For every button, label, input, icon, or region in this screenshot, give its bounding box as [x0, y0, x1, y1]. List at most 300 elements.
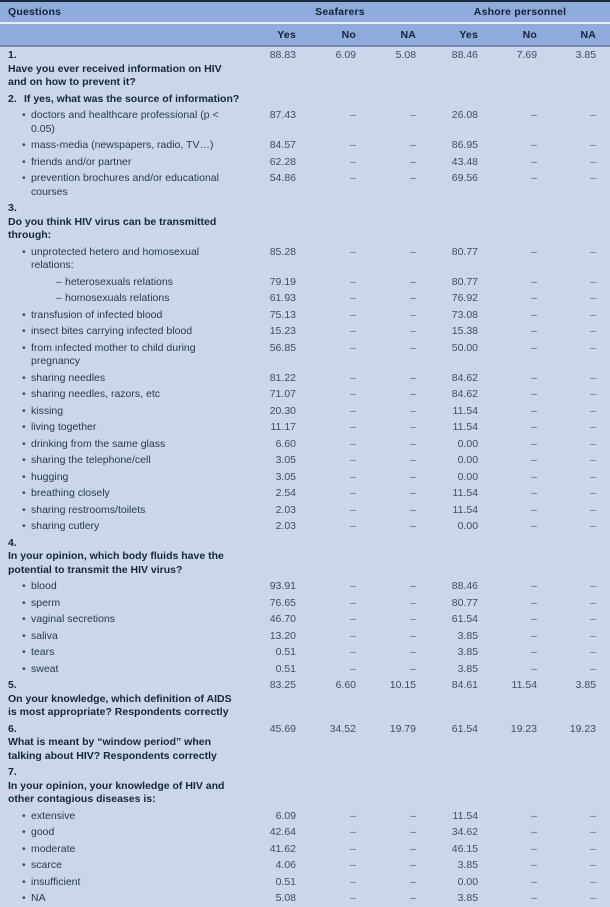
- sub-item-cell: [0, 274, 250, 291]
- value-seafarers-no: –: [310, 419, 370, 436]
- table-row: [0, 824, 610, 841]
- header-ashore-no: No: [492, 23, 551, 46]
- value-ashore-na: –: [551, 307, 610, 324]
- bullet-item-cell: [0, 857, 250, 874]
- value-seafarers-na: –: [370, 244, 430, 274]
- table-body: [0, 46, 610, 907]
- bullet-dot-icon: •: [22, 875, 26, 888]
- value-ashore-no: –: [492, 841, 551, 858]
- bullet-item-cell: [0, 469, 250, 486]
- bullet-item-label: living together: [31, 421, 97, 433]
- question-cell: [0, 200, 250, 244]
- bullet-item-label: insufficient: [31, 875, 81, 888]
- value-ashore-no: 7.69: [492, 46, 551, 91]
- value-ashore-yes: 76.92: [430, 290, 492, 307]
- value-seafarers-yes: 62.28: [250, 154, 310, 171]
- value-ashore-no: –: [492, 290, 551, 307]
- bullet-dot-icon: •: [22, 503, 26, 516]
- value-seafarers-yes: 41.62: [250, 841, 310, 858]
- value-seafarers-yes: 54.86: [250, 170, 310, 200]
- value-seafarers-na: –: [370, 386, 430, 403]
- bullet-item-label: sharing cutlery: [31, 520, 100, 532]
- value-seafarers-na: –: [370, 452, 430, 469]
- value-seafarers-na: –: [370, 370, 430, 387]
- table-row: [0, 841, 610, 858]
- value-ashore-no: –: [492, 595, 551, 612]
- bullet-item-label: mass-media (newspapers, radio, TV…): [31, 139, 214, 151]
- value-seafarers-no: –: [310, 107, 370, 137]
- value-ashore-no: –: [492, 518, 551, 535]
- table-row: [0, 857, 610, 874]
- value-seafarers-na: [370, 764, 430, 808]
- bullet-item-label: breathing closely: [31, 487, 110, 499]
- table-row: [0, 721, 610, 765]
- table-row: [0, 307, 610, 324]
- value-seafarers-no: –: [310, 469, 370, 486]
- value-seafarers-yes: 3.05: [250, 469, 310, 486]
- value-seafarers-yes: 13.20: [250, 628, 310, 645]
- question-text: In your opinion, which body fluids have the potential to transmit the HIV virus?: [8, 550, 224, 576]
- header-ashore-yes: Yes: [430, 23, 492, 46]
- value-seafarers-no: 6.60: [310, 677, 370, 721]
- table-row: [0, 677, 610, 721]
- bullet-dot-icon: •: [22, 308, 26, 321]
- value-ashore-no: –: [492, 137, 551, 154]
- value-ashore-na: –: [551, 107, 610, 137]
- question-number: 7.: [8, 766, 17, 778]
- bullet-item-label: extensive: [31, 809, 76, 822]
- value-seafarers-no: –: [310, 841, 370, 858]
- table-row: [0, 611, 610, 628]
- bullet-item-label: from infected mother to child during pregnancy: [31, 341, 196, 367]
- value-seafarers-na: –: [370, 307, 430, 324]
- value-seafarers-no: –: [310, 307, 370, 324]
- value-seafarers-na: –: [370, 403, 430, 420]
- bullet-item-cell: [0, 403, 250, 420]
- bullet-dot-icon: •: [22, 325, 26, 337]
- value-ashore-na: –: [551, 452, 610, 469]
- value-ashore-no: –: [492, 857, 551, 874]
- value-seafarers-yes: 85.28: [250, 244, 310, 274]
- value-ashore-no: [492, 535, 551, 579]
- value-ashore-no: –: [492, 578, 551, 595]
- value-seafarers-no: –: [310, 370, 370, 387]
- bullet-item-cell: [0, 611, 250, 628]
- question-cell: [0, 677, 250, 721]
- bullet-dot-icon: •: [22, 580, 26, 592]
- header-subcolumn-blank: [0, 23, 250, 46]
- value-seafarers-no: –: [310, 323, 370, 340]
- table-row: [0, 764, 610, 808]
- value-seafarers-yes: 83.25: [250, 677, 310, 721]
- value-seafarers-no: –: [310, 386, 370, 403]
- bullet-item-cell: [0, 452, 250, 469]
- value-seafarers-yes: 3.05: [250, 452, 310, 469]
- bullet-item-label: tears: [31, 646, 55, 658]
- value-ashore-yes: [430, 764, 492, 808]
- bullet-dot-icon: •: [22, 646, 26, 658]
- value-ashore-no: –: [492, 323, 551, 340]
- value-seafarers-yes: 56.85: [250, 340, 310, 370]
- table-row: [0, 502, 610, 519]
- bullet-dot-icon: •: [22, 487, 26, 499]
- value-seafarers-no: [310, 535, 370, 579]
- bullet-item-label: saliva: [31, 629, 58, 642]
- bullet-item-label: transfusion of infected blood: [31, 308, 163, 321]
- bullet-item-cell: [0, 485, 250, 502]
- table-row: [0, 154, 610, 171]
- sub-item-cell: [0, 290, 250, 307]
- bullet-item-label: sharing needles, razors, etc: [31, 388, 160, 400]
- value-seafarers-na: –: [370, 808, 430, 825]
- value-ashore-na: –: [551, 578, 610, 595]
- value-seafarers-na: –: [370, 857, 430, 874]
- value-ashore-yes: 84.61: [430, 677, 492, 721]
- value-ashore-yes: 86.95: [430, 137, 492, 154]
- value-seafarers-yes: 11.17: [250, 419, 310, 436]
- value-seafarers-yes: [250, 535, 310, 579]
- bullet-item-cell: [0, 244, 250, 274]
- value-ashore-na: –: [551, 502, 610, 519]
- bullet-dot-icon: •: [22, 520, 26, 532]
- question-cell: [0, 91, 250, 108]
- value-ashore-yes: 11.54: [430, 808, 492, 825]
- value-ashore-na: –: [551, 154, 610, 171]
- value-seafarers-no: –: [310, 137, 370, 154]
- value-ashore-yes: 46.15: [430, 841, 492, 858]
- value-seafarers-yes: 15.23: [250, 323, 310, 340]
- table-row: [0, 535, 610, 579]
- value-seafarers-no: –: [310, 244, 370, 274]
- value-ashore-na: –: [551, 628, 610, 645]
- bullet-item-cell: [0, 370, 250, 387]
- question-cell: [0, 764, 250, 808]
- value-seafarers-na: –: [370, 661, 430, 678]
- value-seafarers-yes: 0.51: [250, 661, 310, 678]
- bullet-item-cell: [0, 170, 250, 200]
- bullet-dot-icon: •: [22, 842, 26, 855]
- bullet-item-label: blood: [31, 580, 57, 592]
- value-seafarers-yes: [250, 91, 310, 108]
- value-ashore-no: –: [492, 661, 551, 678]
- bullet-dot-icon: •: [22, 388, 26, 400]
- value-seafarers-na: –: [370, 137, 430, 154]
- value-seafarers-no: –: [310, 340, 370, 370]
- value-seafarers-no: –: [310, 857, 370, 874]
- value-ashore-yes: [430, 200, 492, 244]
- value-seafarers-yes: 2.03: [250, 518, 310, 535]
- value-seafarers-na: –: [370, 274, 430, 291]
- value-ashore-na: –: [551, 274, 610, 291]
- value-seafarers-yes: 6.60: [250, 436, 310, 453]
- header-seafarers-no: No: [310, 23, 370, 46]
- value-seafarers-na: –: [370, 290, 430, 307]
- value-seafarers-na: –: [370, 419, 430, 436]
- bullet-item-cell: [0, 154, 250, 171]
- bullet-dot-icon: •: [22, 245, 26, 258]
- header-seafarers-yes: Yes: [250, 23, 310, 46]
- bullet-item-cell: [0, 502, 250, 519]
- question-text: On your knowledge, which definition of AIDS is most appropriate? Respondents correctly: [8, 692, 232, 718]
- bullet-item-label: NA: [31, 892, 46, 904]
- value-ashore-na: –: [551, 611, 610, 628]
- value-seafarers-no: –: [310, 436, 370, 453]
- value-seafarers-na: 5.08: [370, 46, 430, 91]
- bullet-item-cell: [0, 386, 250, 403]
- bullet-item-label: vaginal secretions: [31, 613, 116, 625]
- value-seafarers-na: –: [370, 469, 430, 486]
- value-ashore-no: 11.54: [492, 677, 551, 721]
- value-seafarers-yes: 4.06: [250, 857, 310, 874]
- bullet-item-cell: [0, 419, 250, 436]
- value-ashore-yes: 84.62: [430, 386, 492, 403]
- value-ashore-yes: 61.54: [430, 721, 492, 765]
- bullet-dot-icon: •: [22, 109, 26, 121]
- value-seafarers-no: –: [310, 644, 370, 661]
- value-seafarers-no: –: [310, 611, 370, 628]
- value-ashore-na: –: [551, 436, 610, 453]
- sub-item-label: heterosexuals relations: [65, 275, 173, 288]
- bullet-item-label: sperm: [31, 596, 61, 609]
- value-seafarers-yes: 6.09: [250, 808, 310, 825]
- bullet-item-label: good: [31, 826, 55, 838]
- value-ashore-no: –: [492, 502, 551, 519]
- value-ashore-yes: 11.54: [430, 403, 492, 420]
- value-ashore-na: [551, 200, 610, 244]
- value-seafarers-yes: 45.69: [250, 721, 310, 765]
- bullet-item-label: prevention brochures and/or educational courses: [31, 172, 219, 198]
- value-ashore-na: –: [551, 661, 610, 678]
- value-seafarers-yes: 0.51: [250, 644, 310, 661]
- bullet-dot-icon: •: [22, 629, 26, 642]
- value-seafarers-na: –: [370, 890, 430, 907]
- table-row: [0, 518, 610, 535]
- value-ashore-yes: 80.77: [430, 595, 492, 612]
- value-ashore-no: –: [492, 244, 551, 274]
- bullet-item-cell: [0, 595, 250, 612]
- value-seafarers-na: –: [370, 502, 430, 519]
- bullet-dot-icon: •: [22, 662, 26, 675]
- value-seafarers-no: –: [310, 890, 370, 907]
- table-row: [0, 370, 610, 387]
- table-row: [0, 452, 610, 469]
- bullet-item-label: drinking from the same glass: [31, 437, 166, 450]
- value-seafarers-na: –: [370, 841, 430, 858]
- question-number: 1.: [8, 49, 17, 61]
- bullet-item-label: kissing: [31, 404, 64, 417]
- header-group-ashore-personnel: Ashore personnel: [430, 2, 610, 23]
- value-seafarers-yes: 93.91: [250, 578, 310, 595]
- bullet-item-cell: [0, 824, 250, 841]
- value-ashore-no: –: [492, 154, 551, 171]
- value-ashore-na: –: [551, 644, 610, 661]
- header-questions: Questions: [0, 2, 250, 23]
- value-ashore-na: –: [551, 841, 610, 858]
- table-row: [0, 578, 610, 595]
- value-ashore-yes: 3.85: [430, 628, 492, 645]
- value-seafarers-no: –: [310, 824, 370, 841]
- question-number: 6.: [8, 722, 17, 735]
- bullet-item-cell: [0, 808, 250, 825]
- table-header: [0, 2, 610, 46]
- value-ashore-yes: 3.85: [430, 857, 492, 874]
- value-seafarers-no: –: [310, 485, 370, 502]
- value-seafarers-na: –: [370, 874, 430, 891]
- bullet-item-label: friends and/or partner: [31, 155, 132, 168]
- value-ashore-no: –: [492, 485, 551, 502]
- bullet-item-cell: [0, 436, 250, 453]
- value-ashore-yes: 26.08: [430, 107, 492, 137]
- sub-item-label: homosexuals relations: [65, 292, 170, 304]
- value-seafarers-yes: 88.83: [250, 46, 310, 91]
- value-ashore-na: –: [551, 290, 610, 307]
- table-row: [0, 244, 610, 274]
- bullet-item-cell: [0, 323, 250, 340]
- value-seafarers-na: –: [370, 107, 430, 137]
- table-row: [0, 200, 610, 244]
- bullet-dot-icon: •: [22, 613, 26, 625]
- value-seafarers-yes: 81.22: [250, 370, 310, 387]
- table-row: [0, 170, 610, 200]
- value-ashore-no: –: [492, 107, 551, 137]
- value-ashore-yes: 0.00: [430, 436, 492, 453]
- value-ashore-no: –: [492, 386, 551, 403]
- bullet-item-cell: [0, 578, 250, 595]
- bullet-item-label: sharing the telephone/cell: [31, 454, 151, 466]
- bullet-dot-icon: •: [22, 809, 26, 822]
- bullet-item-cell: [0, 107, 250, 137]
- value-ashore-yes: 11.54: [430, 419, 492, 436]
- value-ashore-na: –: [551, 518, 610, 535]
- value-seafarers-yes: 87.43: [250, 107, 310, 137]
- value-ashore-yes: 88.46: [430, 46, 492, 91]
- value-seafarers-no: –: [310, 661, 370, 678]
- value-seafarers-no: –: [310, 290, 370, 307]
- sub-dash-icon: –: [56, 275, 62, 288]
- value-ashore-na: –: [551, 170, 610, 200]
- table-row: [0, 403, 610, 420]
- value-ashore-yes: 3.85: [430, 890, 492, 907]
- value-ashore-yes: 3.85: [430, 661, 492, 678]
- table-row: [0, 595, 610, 612]
- value-ashore-yes: 34.62: [430, 824, 492, 841]
- value-seafarers-yes: 84.57: [250, 137, 310, 154]
- value-seafarers-yes: 5.08: [250, 890, 310, 907]
- value-seafarers-no: –: [310, 452, 370, 469]
- bullet-dot-icon: •: [22, 421, 26, 433]
- value-ashore-no: [492, 764, 551, 808]
- table-row: [0, 485, 610, 502]
- bullet-dot-icon: •: [22, 155, 26, 168]
- value-ashore-yes: 80.77: [430, 244, 492, 274]
- value-ashore-yes: 0.00: [430, 874, 492, 891]
- bullet-dot-icon: •: [22, 859, 26, 871]
- value-ashore-na: –: [551, 244, 610, 274]
- value-ashore-na: 19.23: [551, 721, 610, 765]
- value-seafarers-na: –: [370, 436, 430, 453]
- value-ashore-no: –: [492, 403, 551, 420]
- bullet-item-label: hugging: [31, 470, 69, 483]
- table-row: [0, 436, 610, 453]
- value-ashore-na: –: [551, 419, 610, 436]
- value-seafarers-no: –: [310, 874, 370, 891]
- bullet-item-cell: [0, 518, 250, 535]
- value-ashore-na: –: [551, 403, 610, 420]
- value-ashore-no: –: [492, 469, 551, 486]
- value-ashore-no: –: [492, 644, 551, 661]
- question-text: In your opinion, your knowledge of HIV and other contagious diseases is:: [8, 779, 225, 805]
- value-seafarers-no: 34.52: [310, 721, 370, 765]
- value-seafarers-na: –: [370, 824, 430, 841]
- value-ashore-no: 19.23: [492, 721, 551, 765]
- bullet-item-cell: [0, 340, 250, 370]
- value-seafarers-na: –: [370, 595, 430, 612]
- question-cell: [0, 535, 250, 579]
- value-ashore-no: –: [492, 890, 551, 907]
- value-ashore-na: –: [551, 808, 610, 825]
- table-row: [0, 274, 610, 291]
- question-cell: [0, 721, 250, 765]
- table-row: [0, 874, 610, 891]
- value-seafarers-yes: 20.30: [250, 403, 310, 420]
- value-ashore-no: –: [492, 436, 551, 453]
- value-seafarers-no: –: [310, 274, 370, 291]
- hiv-knowledge-survey-table: [0, 2, 610, 907]
- value-ashore-na: 3.85: [551, 677, 610, 721]
- table-row: [0, 107, 610, 137]
- value-ashore-yes: 80.77: [430, 274, 492, 291]
- value-ashore-na: –: [551, 340, 610, 370]
- value-ashore-no: –: [492, 628, 551, 645]
- value-ashore-no: –: [492, 340, 551, 370]
- table-row: [0, 661, 610, 678]
- value-seafarers-no: –: [310, 502, 370, 519]
- value-seafarers-no: –: [310, 154, 370, 171]
- table-row: [0, 46, 610, 91]
- value-ashore-no: –: [492, 611, 551, 628]
- value-ashore-yes: [430, 91, 492, 108]
- bullet-dot-icon: •: [22, 892, 26, 904]
- value-ashore-yes: 50.00: [430, 340, 492, 370]
- value-seafarers-na: –: [370, 485, 430, 502]
- question-text: What is meant by “window period” when talking about HIV? Respondents correctly: [8, 736, 217, 762]
- value-ashore-no: –: [492, 824, 551, 841]
- bullet-item-cell: [0, 874, 250, 891]
- bullet-item-cell: [0, 307, 250, 324]
- value-ashore-yes: 0.00: [430, 452, 492, 469]
- value-seafarers-na: [370, 91, 430, 108]
- question-number: 4.: [8, 536, 17, 549]
- value-seafarers-no: [310, 91, 370, 108]
- value-seafarers-yes: 2.54: [250, 485, 310, 502]
- value-seafarers-no: –: [310, 808, 370, 825]
- value-ashore-na: –: [551, 386, 610, 403]
- bullet-item-label: insect bites carrying infected blood: [31, 325, 193, 337]
- value-seafarers-yes: [250, 200, 310, 244]
- value-ashore-na: –: [551, 824, 610, 841]
- question-number: 5.: [8, 679, 17, 691]
- value-ashore-yes: 73.08: [430, 307, 492, 324]
- value-ashore-na: –: [551, 137, 610, 154]
- value-seafarers-yes: 46.70: [250, 611, 310, 628]
- value-seafarers-yes: 71.07: [250, 386, 310, 403]
- value-seafarers-na: –: [370, 644, 430, 661]
- value-seafarers-no: [310, 200, 370, 244]
- value-seafarers-na: –: [370, 323, 430, 340]
- value-ashore-yes: 15.38: [430, 323, 492, 340]
- value-seafarers-yes: [250, 764, 310, 808]
- value-seafarers-na: –: [370, 628, 430, 645]
